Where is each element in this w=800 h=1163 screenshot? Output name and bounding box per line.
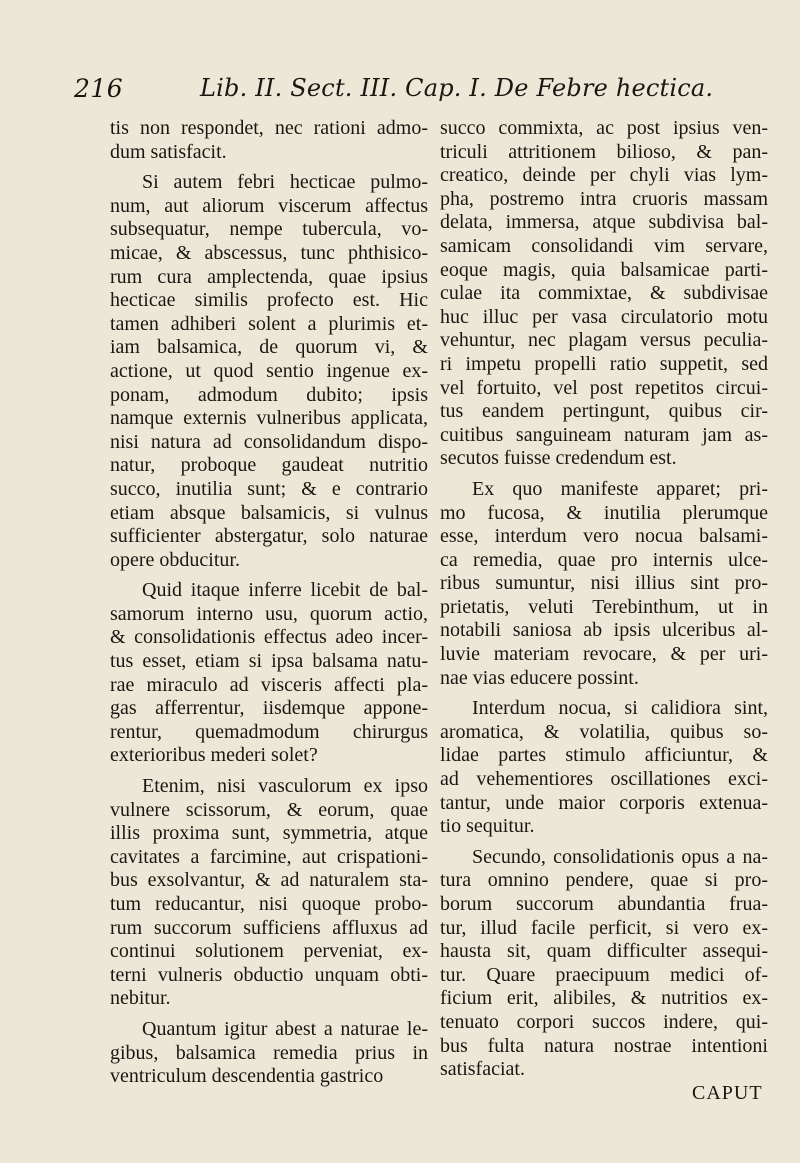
text-line: Secundo, consolidationis opus a na- <box>472 845 768 868</box>
text-line: dum satisfacit. <box>110 140 227 163</box>
text-line: rum cura amplectenda, quae ipsius <box>110 265 428 288</box>
text-line: sufficienter abstergatur, solo naturae <box>110 525 428 548</box>
text-line: rae miraculo ad visceris affecti pla- <box>110 673 428 696</box>
paragraph <box>110 1018 428 1089</box>
text-line: bus exsolvantur, & ad naturalem sta- <box>110 869 428 892</box>
text-line: culae ita commixtae, & subdivisae <box>440 282 768 305</box>
text-line: hausta sit, quam difficulter assequi- <box>440 940 768 963</box>
text-line: mo fucosa, & inutilia plerumque <box>440 501 768 524</box>
text-line: namque externis vulneribus applicata, <box>110 407 428 430</box>
text-line: Ex quo manifeste apparet; pri- <box>472 477 768 500</box>
text-line: actione, ut quod sentio ingenue ex- <box>110 359 428 382</box>
paragraph <box>440 478 768 690</box>
text-line: tur. Quare praecipuum medici of- <box>440 963 768 986</box>
text-line: huc illuc per vasa circulatorio motu <box>440 305 768 328</box>
text-line: cuitibus sanguineam naturam jam as- <box>440 423 768 446</box>
running-title: Lib. II. Sect. III. Cap. I. De Febre hectica. <box>200 74 714 102</box>
text-line: vulnere scissorum, & eorum, quae <box>110 798 428 821</box>
text-line: nebitur. <box>110 987 171 1010</box>
text-line: triculi attritionem bilioso, & pan- <box>440 140 768 163</box>
text-line: prietatis, veluti Terebinthum, ut in <box>440 595 768 618</box>
text-line: succo, inutilia sunt; & e contrario <box>110 477 428 500</box>
text-line: vehuntur, nec plagam versus peculia- <box>440 329 768 352</box>
text-line: tenuato corpori succos indere, qui- <box>440 1010 768 1033</box>
text-line: esse, interdum vero nocua balsami- <box>440 525 768 548</box>
text-line: ficium erit, alibiles, & nutritios ex- <box>440 987 768 1010</box>
text-line: natur, proboque gaudeat nutritio <box>110 454 428 477</box>
paragraph <box>110 171 428 572</box>
text-line: samicam consolidandi vim servare, <box>440 234 768 257</box>
text-line: gas afferrentur, iisdemque appone- <box>110 697 428 720</box>
text-line: ponam, admodum dubito; ipsis <box>110 383 428 406</box>
text-line: ventriculum descendentia gastrico <box>110 1065 384 1088</box>
text-line: etiam absque balsamicis, si vulnus <box>110 501 428 524</box>
text-line: eoque magis, quia balsamicae parti- <box>440 258 768 281</box>
text-line: tantur, unde maior corporis extenua- <box>440 791 768 814</box>
right-text-column <box>440 117 768 1089</box>
text-line: tum reducantur, nisi quoque probo- <box>110 893 428 915</box>
text-line: luvie materiam revocare, & per uri- <box>440 643 768 666</box>
text-line: delata, immersa, atque subdivisa bal- <box>440 211 768 234</box>
text-line: pha, postremo intra cruoris massam <box>440 187 768 210</box>
text-line: Etenim, nisi vasculorum ex ipso <box>142 775 428 798</box>
text-line: Interdum nocua, si calidiora sint, <box>472 697 768 720</box>
catchword: CAPUT <box>692 1082 763 1104</box>
running-head <box>0 74 800 110</box>
text-line: tura omnino pendere, quae si pro- <box>440 869 768 892</box>
left-text-column <box>110 117 428 1096</box>
text-line: micae, & abscessus, tunc phthisico- <box>110 241 428 264</box>
text-line: rentur, quemadmodum chirurgus <box>110 720 428 743</box>
text-line: creatico, deinde per chyli vias lym- <box>440 164 768 187</box>
text-line: tus esset, etiam si ipsa balsama natu- <box>110 650 428 673</box>
text-line: cavitates a farcimine, aut crispationi- <box>110 845 428 868</box>
text-line: Si autem febri hecticae pulmo- <box>142 171 428 194</box>
text-line: ri impetu propelli ratio suppetit, sed <box>440 352 768 375</box>
text-line: nisi natura ad consolidandum dispo- <box>110 430 428 453</box>
text-line: Quantum igitur abest a naturae le- <box>142 1017 428 1040</box>
text-line: tis non respondet, nec rationi admo- <box>110 117 428 139</box>
paragraph <box>440 846 768 1082</box>
text-line: samorum interno usu, quorum actio, <box>110 602 428 625</box>
text-line: tamen adhiberi solent a plurimis et- <box>110 312 428 335</box>
paragraph <box>110 579 428 768</box>
text-line: borum succorum abundantia frua- <box>440 893 768 915</box>
text-line: terni vulneris obductio unquam obti- <box>110 963 428 986</box>
text-line: ca remedia, quae pro internis ulce- <box>440 548 768 571</box>
text-line: succo commixta, ac post ipsius ven- <box>440 117 768 139</box>
text-line: satisfaciat. <box>440 1058 525 1081</box>
text-line: tus eandem pertingunt, quibus cir- <box>440 400 768 423</box>
text-line: continui solutionem perveniat, ex- <box>110 940 428 963</box>
text-line: aromatica, & volatilia, quibus so- <box>440 720 768 743</box>
text-line: opere obducitur. <box>110 548 240 571</box>
text-line: iam balsamica, de quorum vi, & <box>110 336 428 359</box>
text-line: ribus sumuntur, nisi illius sint pro- <box>440 572 768 595</box>
text-line: illis proxima sunt, symmetria, atque <box>110 822 428 845</box>
text-line: nae vias educere possint. <box>440 666 639 689</box>
text-line: rum succorum sufficiens affluxus ad <box>110 916 428 939</box>
text-line: secutos fuisse credendum est. <box>440 447 677 470</box>
text-line: vel fortuito, vel post repetitos circui- <box>440 376 768 399</box>
paragraph <box>110 117 428 164</box>
text-line: tio sequitur. <box>440 815 535 838</box>
text-line: exterioribus mederi solet? <box>110 744 318 767</box>
text-line: lidae partes stimulo afficiuntur, & <box>440 744 768 767</box>
text-line: ad vehementiores oscillationes exci- <box>440 768 768 791</box>
page-number: 216 <box>74 74 124 103</box>
text-line: subsequatur, nempe tubercula, vo- <box>110 218 428 241</box>
text-line: notabili saniosa ab ipsis ulceribus al- <box>440 619 768 642</box>
paragraph <box>440 697 768 839</box>
text-line: bus fulta natura nostrae intentioni <box>440 1034 768 1057</box>
paragraph <box>440 117 768 471</box>
text-line: gibus, balsamica remedia prius in <box>110 1041 428 1064</box>
text-line: num, aut aliorum viscerum affectus <box>110 194 428 217</box>
text-line: tur, illud facile perficit, si vero ex- <box>440 916 768 939</box>
text-line: & consolidationis effectus adeo incer- <box>110 626 428 649</box>
text-line: hecticae similis profecto est. Hic <box>110 289 428 312</box>
text-line: Quid itaque inferre licebit de bal- <box>142 579 428 602</box>
paragraph <box>110 775 428 1011</box>
